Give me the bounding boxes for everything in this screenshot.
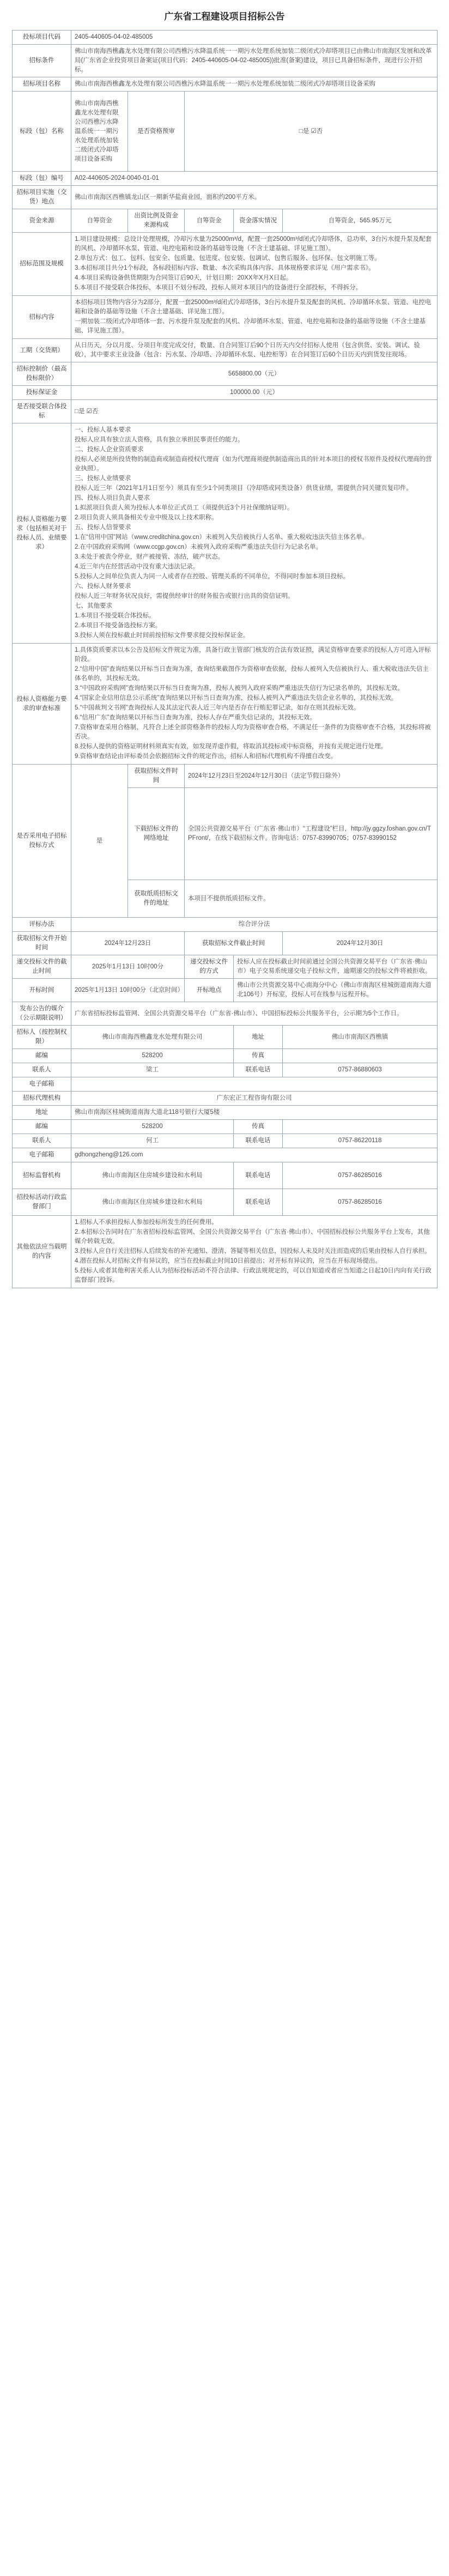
requirement-item: 投标人必须是所投货物的制造商或制造商授权代理商（如为代理商须提供制造商出具的针对本项目的授权书原件及授权代理商的营业执照）。 (75, 456, 432, 472)
schedule-value: 从日历天，分以月度、分项目年度完成交付，数量、自合同签订后90个日历天内交付招标人使用（包含供货、安装、调试、验收），其中要求主业设备（包含：污水泵、冷却塔、冷却循环水泵、电控柜等）在合同签订后60个日历天内到货发往现场。 (71, 339, 438, 362)
criteria-item: 3.“中国政府采购网”查询结果以开标当日查询为准，投标人被列入政府采购严重违法失信行为记录名单的，其投标无效。 (75, 685, 404, 692)
tenderee-email-value (71, 1077, 438, 1092)
row-get-time (13, 932, 438, 955)
agency-addr-value: 佛山市南海区桂城街道南海大道北118号银行大厦5楼 (71, 1106, 438, 1120)
funding-status-value: 自筹资金，565.95万元 (283, 209, 438, 233)
requirement-item: 4.近三年内在经营活动中没有重大违法记录。 (75, 563, 199, 570)
tenderee-contact-value: 梁工 (71, 1063, 234, 1077)
publish-media-label: 发布公告的媒介（公示期限说明） (13, 1002, 71, 1026)
qualification-label: 是否资格预审 (128, 92, 185, 172)
paper-doc-label: 获取纸质招标文件的地址 (128, 880, 185, 918)
requirement-item: 七、其他要求 (75, 603, 112, 609)
criteria-item: 5.“中国裁判文书网”查询投标人及其法定代表人近三年内是否存在行贿犯罪记录，如存在则其投标无效。 (75, 705, 360, 711)
announcement-table (12, 30, 438, 1288)
get-time-value: 2024年12月23日 (71, 932, 185, 955)
criteria-item: 4.“国家企业信用信息公示系统”查询结果以开标当日查询为准，投标人被列入严重违法失信企业名单的，其投标无效。 (75, 695, 398, 701)
doc-place-label: 下载招标文件的网络地址 (128, 788, 185, 880)
requirement-item: 1.在“信用中国”网站（www.creditchina.gov.cn）未被列入失信被执行人名单、重大税收违法失信主体名单。 (75, 534, 369, 541)
other-item: 1.招标人不承担投标人参加投标所发生的任何费用。 (75, 1219, 218, 1226)
requirement-item: 2.在中国政府采购网（www.ccgp.gov.cn）未被列入政府采购严重违法失信行为记录名单。 (75, 544, 323, 550)
requirement-item: 五、投标人信誉要求 (75, 524, 131, 531)
row-content (13, 296, 438, 339)
agency-value: 广东宏正工程咨询有限公司 (71, 1092, 438, 1106)
submit-deadline-value: 2025年1月13日 10时00分 (71, 955, 185, 979)
control-price-value: 5658800.00（元） (71, 362, 438, 386)
requirement-item: 二、投标人企业资质要求 (75, 446, 144, 453)
requirement-item: 四、投标人项目负责人要求 (75, 495, 150, 501)
content-item: 本招标项目货物内容分为2部分，配置一套25000m³/d闭式冷却塔体，3台污水提升泵及配套的风机、冷却循环水泵、管道、电控电箱和设备的基础等设施（不含土建基础、详见施工图）。 (75, 299, 432, 315)
eval-method-value: 综合评分法 (71, 918, 438, 932)
agency-phone-value: 0757-86220118 (283, 1134, 438, 1148)
other-item: 4.潜在投标人对招标文件有异议的，应当在投标截止时间10日前提出；对开标有异议的，应当在开标现场提出。 (75, 1258, 381, 1264)
requirement-item: 2.本项目不接受备选投标方案。 (75, 622, 162, 629)
supervision-value: 佛山市南海区住房城乡建设和水利局 (71, 1162, 234, 1189)
content-item: 一期加装二级闭式冷却塔体一套、污水提升泵及配套的风机、冷却循环水泵、管道、电控电箱和设备的基础等设施（不含土建基础、详见施工图）。 (75, 318, 426, 334)
tender-conditions-value: 佛山市南海西樵鑫龙水处理有限公司西樵污水降温系统一一期污水处理系统加装二级闭式冷却塔项目已由佛山市南海区发展和改革局(广东省企业投资项目备案证(项目代码：2405-440605-04-02-485005))批准(备案)建设，项目已具备招标条件，现进行公开招标。 (71, 45, 438, 77)
row-tenderee-zip (13, 1049, 438, 1063)
other-item: 2.本招标公告同时在广东省招标投标监管网、全国公共资源交易平台（广东省·佛山市）、中国招标投标公共服务平台上发布，其他媒介转载无效。 (75, 1229, 430, 1245)
requirement-item: 一、投标人基本要求 (75, 427, 131, 433)
supervision-label: 招标监督机构 (13, 1162, 71, 1189)
supervision-phone-label: 联系电话 (234, 1162, 283, 1189)
electronic-label: 是否采用电子招标投标方式 (13, 765, 71, 918)
agency-email-label: 电子邮箱 (13, 1148, 71, 1162)
deposit-value: 100000.00（元） (71, 386, 438, 400)
project-name-value: 佛山市南海西樵鑫龙水处理有限公司西樵污水降温系统一一期污水处理系统加装二级闭式冷却塔项目设备采购 (71, 77, 438, 92)
requirement-item: 1.拟派项目负责人须为投标人本单位正式员工（须提供近3个月社保缴纳证明）。 (75, 505, 294, 511)
criteria-item: 1.具体资质要求以本公告及招标文件规定为准，具备行政主管部门核发的合法有效证照，满足资格审查要求的投标人方可进入评标阶段。 (75, 647, 431, 663)
agency-fax-value (283, 1120, 438, 1134)
scale-label: 招标范围及规模 (13, 233, 71, 296)
row-opening (13, 979, 438, 1002)
funding-source: 自筹资金 (71, 209, 128, 233)
row-package-name (13, 92, 438, 172)
content-label: 招标内容 (13, 296, 71, 339)
tenderee-fax-value (283, 1049, 438, 1063)
doc-time-value: 2024年12月23日至2024年12月30日（法定节假日除外） (185, 765, 438, 788)
funding-ratio-label: 出资比例及资金来源构成 (128, 209, 185, 233)
row-schedule (13, 339, 438, 362)
agency-phone-label: 联系电话 (234, 1134, 283, 1148)
requirement-item: 2.项目负责人须具备相关专业中级及以上技术职称。 (75, 514, 218, 521)
agency-fax-label: 传真 (234, 1120, 283, 1134)
tenderee-zip-label: 邮编 (13, 1049, 71, 1063)
row-bidder-requirements (13, 423, 438, 644)
page-title: 广东省工程建设项目招标公告 (164, 11, 285, 22)
review-criteria-label: 投标人资格能力要求的审查标准 (13, 644, 71, 765)
eval-method-label: 评标办法 (13, 918, 71, 932)
get-end-value: 2024年12月30日 (283, 932, 438, 955)
requirement-item: 投标人应具有独立法人资格，具有独立承担民事责任的能力。 (75, 437, 244, 443)
complaint-label: 招投标活动行政监督部门 (13, 1189, 71, 1216)
row-submit (13, 955, 438, 979)
funding-ratio-value: 自筹资金 (185, 209, 234, 233)
tenderee-zip-value: 528200 (71, 1049, 234, 1063)
scale-item: 3.本招标项目共分1个标段，各标段招标内容、数量、本次采购具体内容、具体规格要求详见《用户需求书》。 (75, 265, 375, 271)
project-code-label: 投标项目代码 (13, 31, 71, 45)
project-code-value: 2405-440605-04-02-485005 (71, 31, 438, 45)
row-project-name (13, 77, 438, 92)
bidder-requirements-label: 投标人资格能力要求（包括相关对于投标人员、业绩要求） (13, 423, 71, 644)
submit-method-value: 投标人应在投标截止时间前通过全国公共资源交易平台（广东省·佛山市）电子交易系统递交电子投标文件，逾期递交的投标文件将被拒收。 (234, 955, 438, 979)
row-deposit (13, 386, 438, 400)
criteria-item: 2.“信用中国”查询结果以开标当日查询为准，查询结果截图作为资格审查依据，投标人被列入失信被执行人、重大税收违法失信主体名单的，其投标无效。 (75, 666, 429, 682)
row-tenderee-contact (13, 1063, 438, 1077)
row-review-criteria (13, 644, 438, 765)
requirement-item: 1.本项目不接受联合体投标。 (75, 613, 155, 619)
row-electronic-a (13, 765, 438, 788)
schedule-label: 工期（交货期） (13, 339, 71, 362)
row-joint-bid (13, 400, 438, 423)
project-name-label: 招标项目名称 (13, 77, 71, 92)
row-tenderee-email (13, 1077, 438, 1092)
criteria-item: 9.资格审查结论由评标委员会依据招标文件的规定作出，招标人和招标代理机构不得擅自改变。 (75, 753, 337, 760)
row-supervision (13, 1162, 438, 1189)
agency-zip-value: 528200 (71, 1120, 234, 1134)
tenderee-addr-label: 地址 (234, 1026, 283, 1049)
criteria-item: 8.投标人提供的资格证明材料须真实有效，如发现弄虚作假，将取消其投标或中标资格，并按有关规定进行处理。 (75, 743, 387, 750)
row-eval-method (13, 918, 438, 932)
requirement-item: 投标人近三年财务状况良好，需提供经审计的财务报告或银行出具的资信证明。 (75, 593, 294, 599)
row-complaint (13, 1189, 438, 1216)
qualification-value: □是 ☑否 (185, 92, 438, 172)
complaint-value: 佛山市南海区住房城乡建设和水利局 (71, 1189, 234, 1216)
scale-item: 5.本项目不接受联合体投标，本项目不划分标段，投标人须对本项目内的设备进行全部投标，不得拆分。 (75, 284, 362, 291)
row-agency-contact (13, 1134, 438, 1148)
row-agency-addr (13, 1106, 438, 1120)
agency-email-value[interactable]: gdhongzheng@126.com (71, 1148, 438, 1162)
agency-label: 招标代理机构 (13, 1092, 71, 1106)
row-project-code (13, 31, 438, 45)
complaint-phone-label: 联系电话 (234, 1189, 283, 1216)
funding-label: 资金来源 (13, 209, 71, 233)
row-location (13, 186, 438, 209)
scale-item: 4.本项目采购设备供货期限为合同签订后90天，计划日期：20XX年X月X日起。 (75, 275, 293, 281)
deposit-label: 投标保证金 (13, 386, 71, 400)
row-agency-name (13, 1092, 438, 1106)
other-label: 其他依法应当载明的内容 (13, 1216, 71, 1288)
row-agency-email (13, 1148, 438, 1162)
other-item: 3.投标人应自行关注招标人后续发布的补充通知、澄清、答疑等相关信息，因投标人未及时关注而造成的后果由投标人自行承担。 (75, 1248, 431, 1254)
joint-bid-label: 是否接受联合体投标 (13, 400, 71, 423)
row-funding (13, 209, 438, 233)
package-name-label: 标段（包）名称 (13, 92, 71, 172)
submit-deadline-label: 递交投标文件的截止时间 (13, 955, 71, 979)
get-end-label: 获取招标文件截止时间 (185, 932, 283, 955)
paper-doc-value: 本项目不提供纸质招标文件。 (185, 880, 438, 918)
opening-place-label: 开标地点 (185, 979, 234, 1002)
opening-time-value: 2025年1月13日 10时00分（北京时间） (71, 979, 185, 1002)
control-price-label: 招标控制价（最高投标限价） (13, 362, 71, 386)
requirement-item: 5.投标人之间单位负责人为同一人或者存在控股、管理关系的不同单位，不得同时参加本项目投标。 (75, 573, 350, 580)
location-label: 招标项目实施（交货）地点 (13, 186, 71, 209)
doc-place-value[interactable]: 全国公共资源交易平台（广东省·佛山市）“工程建设”栏目，http://jy.ggzy.foshan.gov.cn/TPFront/，在线下载招标文件。咨询电话：0757-83990705；0757-83990152 (185, 788, 438, 880)
requirement-item: 3.投标人须在投标截止时间前按招标文件要求提交投标保证金。 (75, 632, 250, 639)
row-other (13, 1216, 438, 1288)
other-item: 5.投标人或者其他利害关系人认为招标投标活动不符合法律、行政法规规定的，可以自知道或者应当知道之日起10日内向有关行政监督部门投诉。 (75, 1268, 432, 1283)
funding-status-label: 资金落实情况 (234, 209, 283, 233)
electronic-value: 是 (71, 765, 128, 918)
tenderee-addr-value: 佛山市南海区西樵镇 (283, 1026, 438, 1049)
requirement-item: 投标人近三年（2021年1月1日至今）须具有至少1个同类项目（冷却塔或同类设备）供货业绩，需提供合同关键页复印件。 (75, 485, 412, 492)
agency-zip-label: 邮编 (13, 1120, 71, 1134)
row-publish-media (13, 1002, 438, 1026)
row-package-code (13, 172, 438, 186)
supervision-phone-value: 0757-86285016 (283, 1162, 438, 1189)
scale-item: 1.项目建设规模：总设计处理规模，冷却污水量为25000m³/d，配置一套25000m³/d闭式冷却塔体，总功率，3台污水提升泵及配套的风机、冷却循环水泵、管道、电控电箱和设备的基础等设施（不含土建基础、详见施工图）。 (75, 236, 432, 252)
get-time-label: 获取招标文件开始时间 (13, 932, 71, 955)
tenderee-contact-label: 联系人 (13, 1063, 71, 1077)
tenderee-email-label: 电子邮箱 (13, 1077, 71, 1092)
criteria-item: 6.“信用广东”查询结果以开标当日查询为准，投标人存在严重失信记录的，其投标无效。 (75, 714, 316, 721)
joint-bid-value: □是 ☑否 (71, 400, 438, 423)
row-control-price (13, 362, 438, 386)
package-name-value: 佛山市南海西樵鑫龙水处理有限公司西樵污水降温系统一一期污水处理系统加装二级闭式冷却塔项目设备采购 (71, 92, 128, 172)
agency-contact-label: 联系人 (13, 1134, 71, 1148)
row-agency-zip (13, 1120, 438, 1134)
row-tenderee-name (13, 1026, 438, 1049)
tenderee-value: 佛山市南海西樵鑫龙水处理有限公司 (71, 1026, 234, 1049)
location-value: 佛山市南海区西樵镇龙山区一期新华盐商业园，面积约200平方米。 (71, 186, 438, 209)
agency-contact-value: 何工 (71, 1134, 234, 1148)
complaint-phone-value: 0757-86285016 (283, 1189, 438, 1216)
row-scale (13, 233, 438, 296)
tenderee-phone-label: 联系电话 (234, 1063, 283, 1077)
submit-method-label: 递交投标文件的方式 (185, 955, 234, 979)
opening-place-value: 佛山市公共资源交易中心南海分中心（佛山市南海区桂城街道南海大道北106号）开标室，投标人可在线参与远程开标。 (234, 979, 438, 1002)
tenderee-fax-label: 传真 (234, 1049, 283, 1063)
requirement-item: 三、投标人业绩要求 (75, 475, 131, 482)
opening-time-label: 开标时间 (13, 979, 71, 1002)
tenderee-phone-value: 0757-86880603 (283, 1063, 438, 1077)
publish-media-value: 广东省招标投标监管网、全国公共资源交易平台（广东省·佛山市）、中国招标投标公共服务平台，公示期为5个工作日。 (71, 1002, 438, 1026)
package-code-value: A02-440605-2024-0040-01-01 (71, 172, 438, 186)
requirement-item: 3.未处于被责令停业，财产被接管、冻结，破产状态。 (75, 554, 225, 560)
doc-time-label: 获取招标文件时间 (128, 765, 185, 788)
tenderee-label: 招标人（按控制权限） (13, 1026, 71, 1049)
requirement-item: 六、投标人财务要求 (75, 583, 131, 590)
scale-item: 2.单包方式：包工、包料、包安全、包质量、包进度、包安装、包调试、包售后服务、包环保、包文明施工等。 (75, 255, 381, 262)
criteria-item: 7.资格审查采用合格制，凡符合上述全部资格条件的投标人均为资格审查合格，不满足任一条件的为资格审查不合格，其投标将被否决。 (75, 724, 431, 740)
tender-conditions-label: 招标条件 (13, 45, 71, 77)
row-tender-conditions (13, 45, 438, 77)
package-code-label: 标段（包）编号 (13, 172, 71, 186)
agency-addr-label: 地址 (13, 1106, 71, 1120)
